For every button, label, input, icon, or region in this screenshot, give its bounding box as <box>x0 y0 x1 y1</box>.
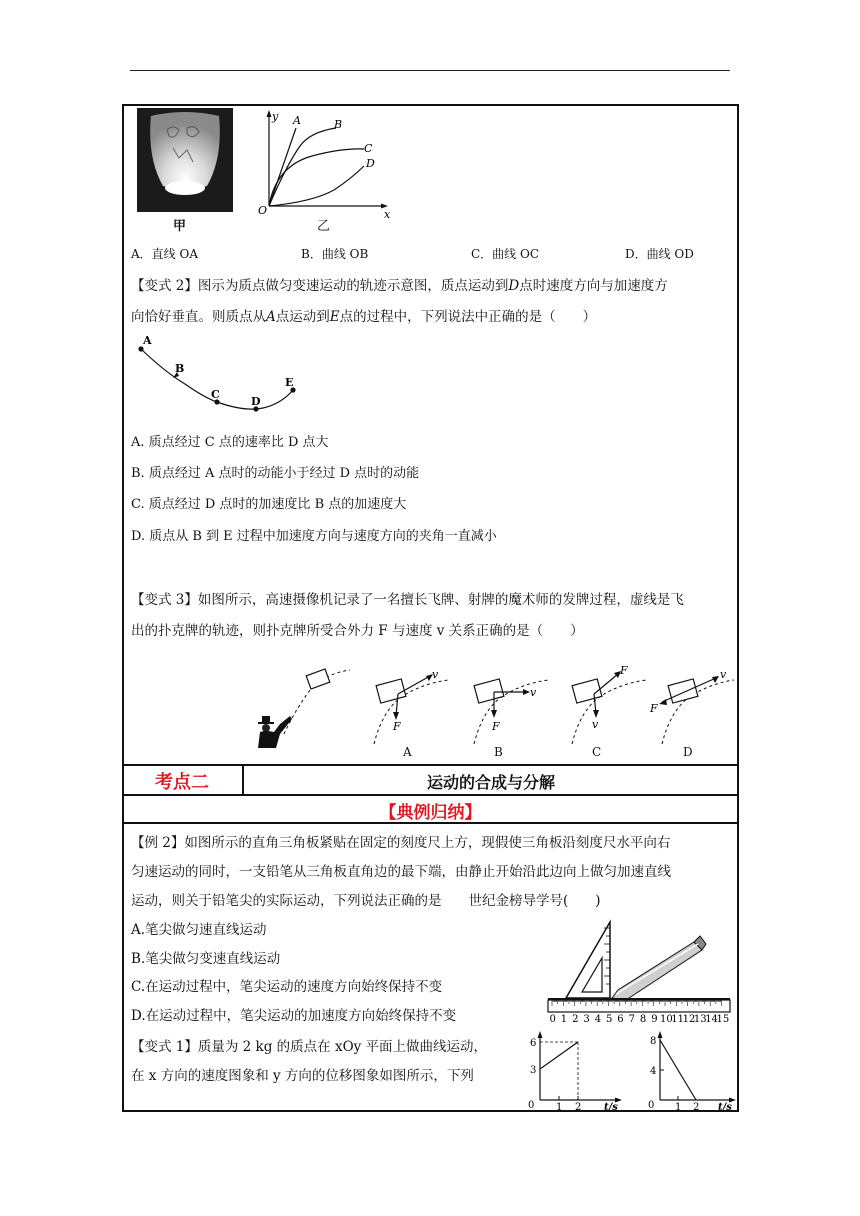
v2-option-c: C. 质点经过 D 点时的加速度比 B 点的加速度大 <box>131 497 407 512</box>
v3-d-f-label: F <box>650 702 658 715</box>
yt-ytick-4: 4 <box>650 1066 657 1077</box>
ruler-triangle-figure <box>546 916 734 1026</box>
v3-stem-line1: 【变式 3】如图所示，高速摄像机记录了一名擅长飞牌、射牌的魔术师的发牌过程，虚线是飞 <box>131 592 684 608</box>
vt-origin: 0 <box>528 1100 535 1110</box>
yt-xlabel: t/s <box>718 1102 732 1110</box>
q1-option-b: B．曲线 OB <box>301 247 369 261</box>
v3-choice-d-figure <box>644 664 736 744</box>
section-title: 运动的合成与分解 <box>426 773 555 792</box>
q1-option-d: D．曲线 OD <box>625 247 694 261</box>
v3-a-v-label: v <box>432 668 439 681</box>
q1-option-a: A．直线 OA <box>131 247 198 261</box>
ruler-label: 15 <box>716 1014 730 1025</box>
yt-xtick-1: 1 <box>675 1102 682 1110</box>
displacement-time-graph <box>642 1030 738 1110</box>
v3-choice-b-figure <box>460 664 550 744</box>
v3-d-v-label: v <box>720 668 727 681</box>
v3-choice-d-label: D <box>683 745 693 759</box>
v3-c-v-label: v <box>592 718 599 731</box>
vt-xtick-2: 2 <box>575 1102 582 1110</box>
ruler-label: 2 <box>572 1014 579 1025</box>
ex2-stem-line2: 匀速运动的同时，一支铅笔从三角板直角边的最下端，由静止开始沿此边向上做匀加速直线 <box>131 864 671 880</box>
ex2-option-b: B.笔尖做匀变速直线运动 <box>131 951 281 967</box>
graph-label-x: x <box>384 208 391 221</box>
point-label-e: E <box>285 376 294 389</box>
graph-label-y: y <box>272 110 279 123</box>
ruler-label: 3 <box>583 1014 590 1025</box>
yt-origin: 0 <box>648 1100 655 1110</box>
v3-choice-a-label: A <box>403 745 412 759</box>
q1-option-c: C．曲线 OC <box>471 247 540 261</box>
ruler-label: 8 <box>639 1014 647 1025</box>
v2-trajectory-figure <box>135 332 310 412</box>
ex2-option-a: A.笔尖做匀速直线运动 <box>131 922 267 938</box>
ruler-label: 5 <box>606 1014 613 1025</box>
point-label-d: D <box>251 395 261 408</box>
v2-option-b: B. 质点经过 A 点时的动能小于经过 D 点时的动能 <box>131 466 420 481</box>
section-divider-top <box>122 764 739 766</box>
ruler-label: 4 <box>594 1014 602 1025</box>
ruler-label: 1 <box>560 1014 568 1025</box>
ex2-stem-line3: 运动，则关于铅笔尖的实际运动，下列说法正确的是 世纪金榜导学号( ) <box>131 893 601 909</box>
yt-xtick-2: 2 <box>693 1102 700 1110</box>
v1b-stem-line2: 在 x 方向的速度图象和 y 方向的位移图象如图所示，下列 <box>131 1068 474 1084</box>
trajectory-graph-yi <box>252 106 392 224</box>
velocity-time-graph <box>524 1030 624 1110</box>
ex2-stem-line1: 【例 2】如图所示的直角三角板紧贴在固定的刻度尺上方，现假使三角板沿刻度尺水平向右 <box>131 835 671 851</box>
graph-label-a: A <box>293 114 301 127</box>
ruler-label: 12 <box>682 1014 696 1025</box>
vt-ytick-6: 6 <box>530 1038 537 1049</box>
graph-label-b: B <box>334 118 343 131</box>
point-label-a: A <box>143 334 152 347</box>
v3-choice-b-label: B <box>494 745 503 759</box>
v3-c-f-label: F <box>620 664 628 677</box>
ruler-label: 13 <box>693 1014 707 1025</box>
point-label-b: B <box>175 362 185 375</box>
v3-stem-line2: 出的扑克牌的轨迹，则扑克牌所受合外力 F 与速度 v 关系正确的是（ ） <box>131 623 584 639</box>
ruler-label: 6 <box>617 1014 624 1025</box>
v1b-stem-line1: 【变式 1】质量为 2 kg 的质点在 xOy 平面上做曲线运动， <box>131 1039 488 1055</box>
yt-ytick-8: 8 <box>650 1036 657 1047</box>
section-divider-bottom <box>122 794 739 796</box>
ruler-label: 0 <box>549 1014 556 1025</box>
v2-option-d: D. 质点从 B 到 E 过程中加速度方向与速度方向的夹角一直减小 <box>131 529 497 544</box>
v2-stem-line2: 向恰好垂直。则质点从A点运动到E点的过程中，下列说法中正确的是（ ） <box>131 309 597 325</box>
v3-choice-a-figure <box>360 664 450 744</box>
v3-a-f-label: F <box>393 720 401 733</box>
figure-label-jia: 甲 <box>173 219 187 234</box>
graph-label-d: D <box>366 157 375 170</box>
point-label-c: C <box>211 388 220 401</box>
ruler-label: 11 <box>671 1014 685 1025</box>
section-label: 考点二 <box>155 772 209 793</box>
vt-xtick-1: 1 <box>556 1102 563 1110</box>
v3-choice-c-label: C <box>592 745 602 759</box>
ruler-label: 14 <box>705 1014 718 1025</box>
graph-label-o: O <box>258 204 268 217</box>
magician-figure <box>250 664 360 750</box>
ruler-label: 9 <box>651 1014 658 1025</box>
vt-xlabel: t/s <box>604 1102 618 1110</box>
figure-label-yi: 乙 <box>317 219 331 234</box>
v2-stem-line1: 【变式 2】图示为质点做匀变速运动的轨迹示意图，质点运动到D点时速度方向与加速度方 <box>131 278 668 294</box>
ex2-option-d: D.在运动过程中，笔尖运动的加速度方向始终保持不变 <box>131 1008 457 1024</box>
graph-label-c: C <box>364 142 373 155</box>
v3-choice-c-figure <box>558 664 648 744</box>
header-rule <box>130 70 730 71</box>
vt-ytick-3: 3 <box>530 1065 537 1076</box>
ruler-label: 10 <box>660 1014 673 1025</box>
sky-lantern-photo <box>137 108 233 212</box>
ruler-label: 7 <box>628 1014 635 1025</box>
ex2-option-c: C.在运动过程中，笔尖运动的速度方向始终保持不变 <box>131 979 443 995</box>
section-subtitle: 【典例归纳】 <box>379 803 482 823</box>
v2-option-a: A. 质点经过 C 点的速率比 D 点大 <box>131 435 329 450</box>
v3-b-v-label: v <box>530 686 537 699</box>
v3-b-f-label: F <box>492 720 500 733</box>
